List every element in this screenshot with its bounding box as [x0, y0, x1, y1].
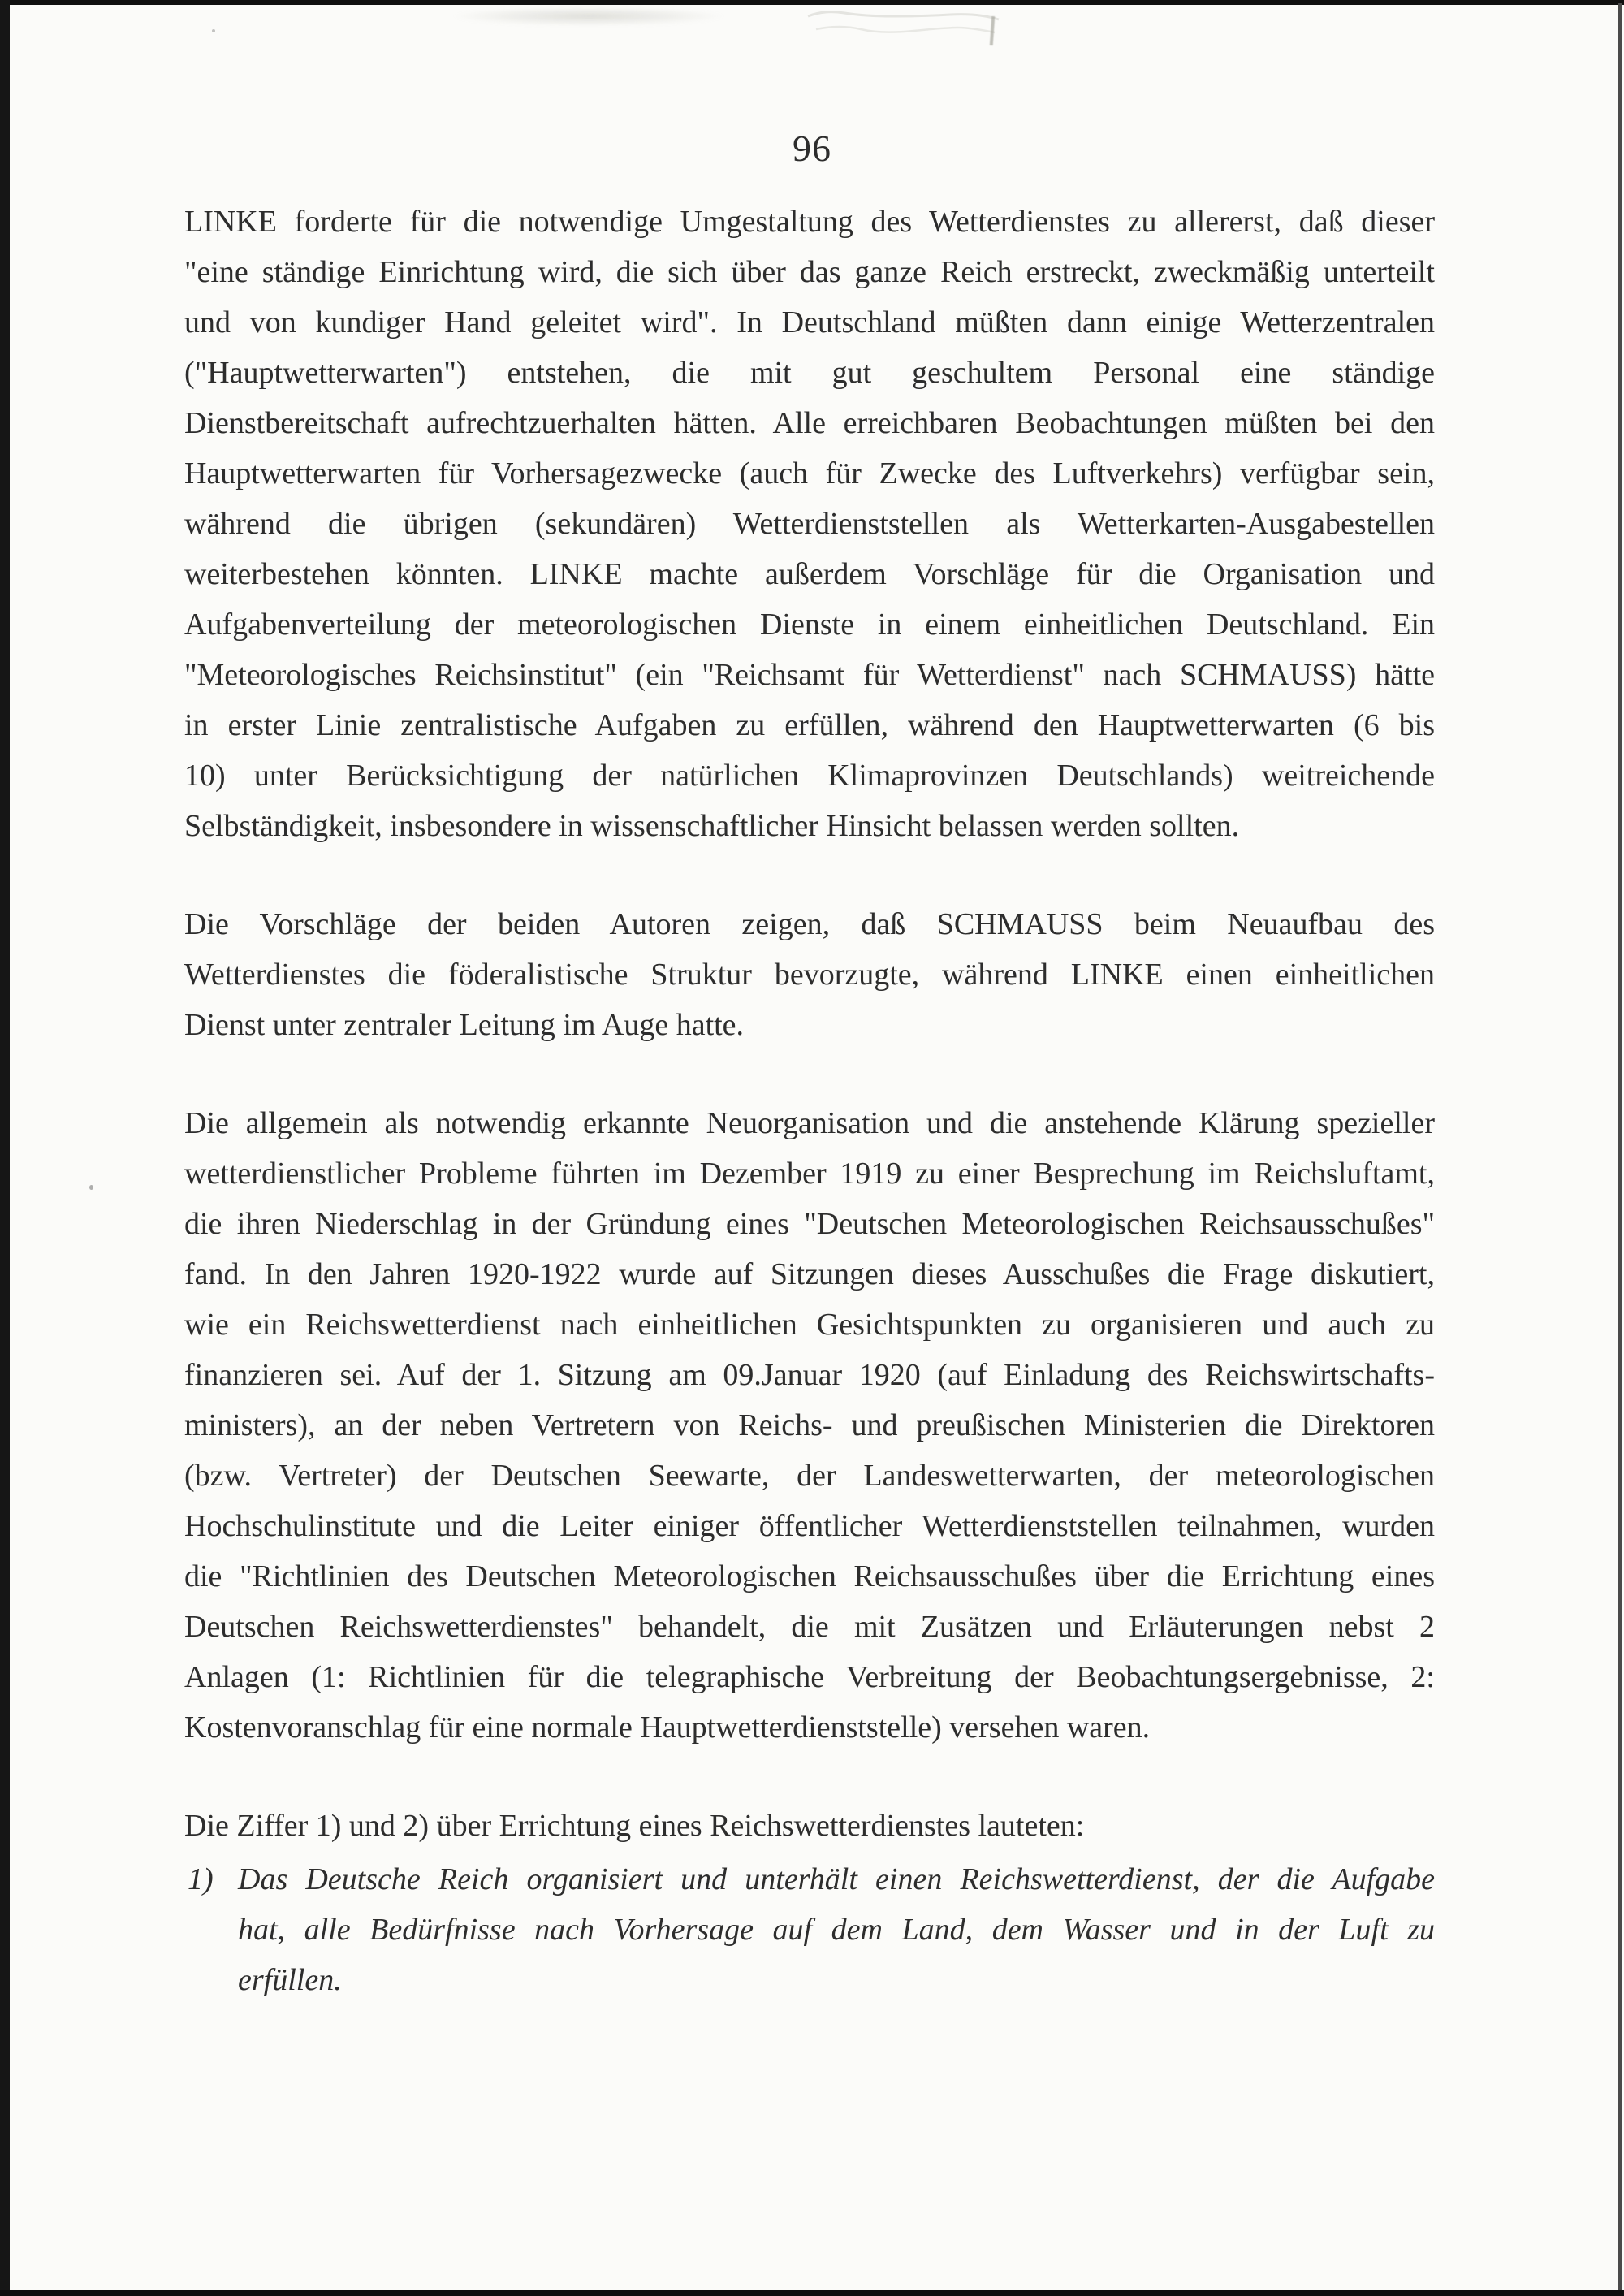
scan-speck [89, 1185, 93, 1190]
text-line: "Meteorologisches Reichsinstitut" (ein "Reichsamt für Wetterdienst" nach SCHMAUSS) hätte [184, 658, 1435, 692]
scan-smudge [451, 6, 727, 26]
text-line: Aufgabenverteilung der meteorologischen Dienste in einem einheitlichen Deutschland. Ein [184, 608, 1435, 642]
text-line: Dienstbereitschaft aufrechtzuerhalten hätten. Alle erreichbaren Beobachtungen müßten bei den [184, 406, 1435, 440]
scan-edge-bottom [0, 2290, 1624, 2296]
text-line: Anlagen (1: Richtlinien für die telegraphische Verbreitung der Beobachtungsergebnisse, 2: [184, 1660, 1435, 1694]
scan-edge-top [0, 0, 1624, 5]
text-line: Wetterdienstes die föderalistische Struktur bevorzugte, während LINKE einen einheitlichen [184, 958, 1435, 992]
text-line: Hochschulinstitute und die Leiter einiger öffentlicher Wetterdienststellen teilnahmen, wurden [184, 1509, 1435, 1543]
text-line: Die Vorschläge der beiden Autoren zeigen, daß SCHMAUSS beim Neuaufbau des [184, 907, 1435, 941]
text-line: Selbständigkeit, insbesondere in wissenschaftlicher Hinsicht belassen werden sollten. [184, 809, 1240, 843]
text-line: Hauptwetterwarten für Vorhersagezwecke (auch für Zwecke des Luftverkehrs) verfügbar sein, [184, 456, 1435, 491]
paragraph [184, 1098, 1435, 1753]
text-line: 10) unter Berücksichtigung der natürlichen Klimaprovinzen Deutschlands) weitreichende [184, 759, 1435, 793]
scan-smudge-writing [804, 5, 1015, 42]
scan-edge-left [0, 0, 10, 2296]
text-line: (bzw. Vertreter) der Deutschen Seewarte, der Landeswetterwarten, der meteorologischen [184, 1459, 1435, 1493]
text-line: Die allgemein als notwendig erkannte Neuorganisation und die anstehende Klärung spezieller [184, 1106, 1435, 1140]
text-line: während die übrigen (sekundären) Wetterdienststellen als Wetterkarten-Ausgabestellen [184, 507, 1435, 541]
text-line: fand. In den Jahren 1920-1922 wurde auf Sitzungen dieses Ausschußes die Frage diskutiert, [184, 1257, 1435, 1291]
text-line: "eine ständige Einrichtung wird, die sich über das ganze Reich erstreckt, zweckmäßig unterteilt [184, 255, 1435, 289]
list-item-number: 1) [188, 1862, 214, 1896]
text-line: wie ein Reichswetterdienst nach einheitlichen Gesichtspunkten zu organisieren und auch zu [184, 1308, 1435, 1342]
text-line: die "Richtlinien des Deutschen Meteorologischen Reichsausschußes über die Errichtung eines [184, 1559, 1435, 1593]
scan-speck [212, 29, 215, 32]
text-line: ministers), an der neben Vertretern von Reichs- und preußischen Ministerien die Direktoren [184, 1408, 1435, 1442]
page-body [184, 197, 1435, 2005]
text-line: wetterdienstlicher Probleme führten im Dezember 1919 zu einer Besprechung im Reichsluftamt, [184, 1157, 1435, 1191]
text-line: in erster Linie zentralistische Aufgaben zu erfüllen, während den Hauptwetterwarten (6 bis [184, 708, 1435, 742]
page-number: 96 [793, 128, 831, 169]
text-line: Kostenvoranschlag für eine normale Hauptwetterdienststelle) versehen waren. [184, 1710, 1151, 1745]
text-line: erfüllen. [238, 1963, 342, 1997]
text-line: weiterbestehen könnten. LINKE machte außerdem Vorschläge für die Organisation und [184, 557, 1435, 591]
text-line: Dienst unter zentraler Leitung im Auge hatte. [184, 1008, 745, 1042]
scan-mark-tick [990, 16, 996, 45]
list-item-text [238, 1854, 1435, 2005]
text-line: und von kundiger Hand geleitet wird". In Deutschland müßten dann einige Wetterzentralen [184, 305, 1435, 339]
paragraph [184, 899, 1435, 1050]
text-line: ("Hauptwetterwarten") entstehen, die mit gut geschultem Personal eine ständige [184, 356, 1435, 390]
text-line: die ihren Niederschlag in der Gründung eines "Deutschen Meteorologischen Reichsausschußes" [184, 1207, 1435, 1241]
numbered-list-item [184, 1854, 1435, 2005]
paragraph [184, 197, 1435, 851]
text-line: hat, alle Bedürfnisse nach Vorhersage auf dem Land, dem Wasser und in der Luft zu [238, 1913, 1435, 1947]
scan-edge-right [1618, 3, 1622, 2296]
text-line: Das Deutsche Reich organisiert und unterhält einen Reichswetterdienst, der die Aufgabe [238, 1862, 1435, 1896]
text-line: Deutschen Reichswetterdienstes" behandelt, die mit Zusätzen und Erläuterungen nebst 2 [184, 1610, 1435, 1644]
paragraph [184, 1801, 1435, 1851]
text-line: Die Ziffer 1) und 2) über Errichtung eines Reichswetterdienstes lauteten: [184, 1809, 1085, 1843]
text-line: finanzieren sei. Auf der 1. Sitzung am 09.Januar 1920 (auf Einladung des Reichswirtschafts- [184, 1358, 1435, 1392]
text-line: LINKE forderte für die notwendige Umgestaltung des Wetterdienstes zu allererst, daß dieser [184, 205, 1435, 239]
